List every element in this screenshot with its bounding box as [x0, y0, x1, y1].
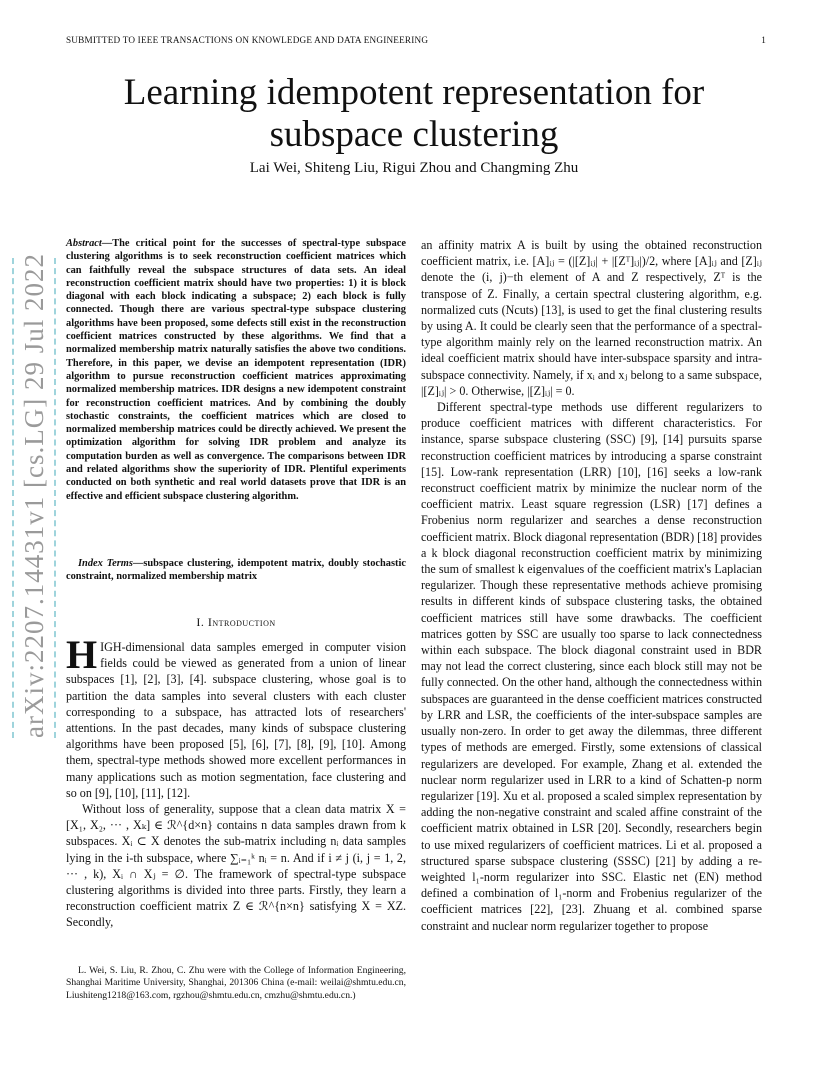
abstract-text: —The critical point for the successes of spectral-type subspace clustering algorithms is to seek reconstruction coefficient matrices which can faithfully reveal the subspace structures of data sets. An ideal reconstruction coefficient matrix should have two properties: 1) it is block diagonal with each block indicating a subspace; 2) each block is fully connected. Though there are various spectral-type subspace clustering algorithms have been proposed, some defects still exist in the reconstruction coefficient matrices constructed by these algorithms. We find that a normalized membership matrix naturally satisfies the above two conditions. Therefore, in this paper, we devise an idempotent representation (IDR) algorithm to pursue reconstruction coefficient matrices approximating normalized membership matrices. IDR designs a new idempotent constraint for reconstruction coefficient matrices. And by combining the doubly stochastic constraints, the coefficient matrices which are closed to normalized membership matrices could be directly achieved. We present the optimization algorithm for solving IDR problem and analyze its computation burden as well as convergence. The comparisons between IDR and related algorithms show the superiority of IDR. Plentiful experiments conducted on both synthetic and real world datasets prove that IDR is an effective and efficient subspace clustering algorithm.	[66, 238, 406, 502]
right-column-text	[421, 237, 762, 934]
running-head	[66, 35, 766, 45]
intro-paragraph-2: Without loss of generality, suppose that a clean data matrix X = [X₁, X₂, ··· , Xₖ] ∈ ℛ^{d×n} contains n data samples drawn from k subspaces. Xᵢ ⊂ X denotes the sub-matrix including nᵢ data samples lying in the i-th subspace, where ∑ᵢ₌₁ᵏ nᵢ = n. And if i ≠ j (i, j = 1, 2, ··· , k), Xᵢ ∩ Xⱼ = ∅. The framework of spectral-type subspace clustering algorithms is divided into three parts. Firstly, they learn a reconstruction coefficient matrix Z ∈ ℛ^{n×n} satisfying X = XZ. Secondly,	[66, 802, 406, 930]
intro-paragraph-1: IGH-dimensional data samples emerged in computer vision fields could be viewed as generated from a union of linear subspaces [1], [2], [3], [4]. subspace clustering, whose goal is to partition the data samples into several clusters with each cluster corresponding to a subspace, has attracted lots of researchers' attentions. In the past decades, many kinds of subspace clustering algorithms have been proposed [5], [6], [7], [8], [9], [10]. Among them, spectral-type methods showed more excellent performances in many applications such as motion segmentation, face clustering and so on [9], [10], [11], [12].	[66, 640, 406, 800]
right-paragraph-2: Different spectral-type methods use different regularizers to produce coefficient matrices with different characteristics. For instance, sparse subspace clustering (SSC) [9], [14] pursuits sparse reconstruction coefficient matrices by introducing a sparse constraint [15]. Low-rank representation (LRR) [10], [16] seeks a low-rank reconstruct coefficient matrix by minimize the nuclear norm of the coefficient matrix. Least square regression (LSR) [17] defines a Frobenius norm regularizer and searches a dense reconstruction coefficient matrix. Block diagonal representation (BDR) [18] provides a k block diagonal reconstruction coefficient matrix by minimizing the sum of smallest k eigenvalues of the coefficient matrix's Laplacian regularizer. Though these representative methods achieve promising results in different kinds of subspace clustering tasks, the obtained coefficient matrices still have some drawbacks. The coefficient matrices gotten by SSC are usually too sparse to lack connectedness within each subspace. The block diagonal constraint used in BDR may not lead the correct clustering, since each block still may not be fully connected. On the other hand, although the connectedness within subspaces are guaranteed in the dense coefficient matrices constructed by LRR and LSR, the coefficients of the inter-subspace samples are usually non-zero. In order to get away the dilemmas, three different types of methods are emerged. Firstly, some extensions of classical regularizers are developed. For example, Zhang et al. extended the nuclear norm regularizer used in LRR to a kind of Schatten-p norm regularizer [19]. Xu et al. proposed a scaled simplex representation by adding the non-negative constraint and scaled affine constraint of the coefficient matrix obtained in LSR [20]. Secondly, researchers begin to use mixed regularizers of coefficient matrices. Li et al. proposed a structured sparse subspace clustering (SSSC) [21] by adding a re-weighted l₁-norm regularizer into SSC. Elastic net (EN) method defined a combination of l₁-norm and Frobenius regularizer of the coefficient matrices [22], [23]. Zhuang et al. combined sparse constraint and nuclear norm regularizer together to propose	[421, 400, 762, 933]
paper-title: Learning idempotent representation for subspace clustering	[123, 72, 705, 155]
page-number: 1	[761, 35, 766, 45]
abstract	[66, 237, 406, 503]
arxiv-stamp[interactable]: arXiv:2207.14431v1 [cs.LG] 29 Jul 2022	[12, 258, 56, 738]
index-terms-text: —subspace clustering, idempotent matrix, doubly stochastic constraint, normalized membership matrix	[66, 558, 406, 583]
index-terms	[66, 557, 406, 584]
running-head-text: SUBMITTED TO IEEE TRANSACTIONS ON KNOWLEDGE AND DATA ENGINEERING	[66, 35, 429, 45]
right-paragraph-1: an affinity matrix A is built by using the obtained reconstruction coefficient matrix, i.e. [A]ᵢⱼ = (|[Z]ᵢⱼ| + |[Zᵀ]ᵢⱼ|)/2, where [A]ᵢⱼ and [Z]ᵢⱼ denote the (i, j)−th element of A and Z respectively, Zᵀ is the transpose of Z. Finally, a certain spectral clustering algorithm, e.g. normalized cuts (Ncuts) [13], is used to get the final clustering results by using A. It could be clearly seen that the performance of a spectral-type algorithm mainly rely on the learned reconstruction matrix. An ideal coefficient matrix should have inter-subspace sparsity and intra-subspace connectivity. Namely, if xᵢ and xⱼ belong to a same subspace, |[Z]ᵢⱼ| > 0. Otherwise, |[Z]ᵢⱼ| = 0.	[421, 238, 762, 398]
affiliation-footnote: L. Wei, S. Liu, R. Zhou, C. Zhu were with the College of Information Engineering, Shanghai Maritime University, Shanghai, 201306 China (e-mail: weilai@shmtu.edu.cn, Liushiteng1218@163.com, rgzhou@shmtu.edu.cn, cmzhu@shmtu.edu.cn.)	[66, 965, 406, 1001]
abstract-label: Abstract	[66, 238, 102, 249]
introduction-text	[66, 632, 406, 931]
drop-cap: H	[66, 632, 98, 677]
author-list: Lai Wei, Shiteng Liu, Rigui Zhou and Changming Zhu	[249, 160, 579, 176]
section-heading: I. Introduction	[196, 615, 276, 629]
index-terms-label: Index Terms	[78, 558, 133, 569]
